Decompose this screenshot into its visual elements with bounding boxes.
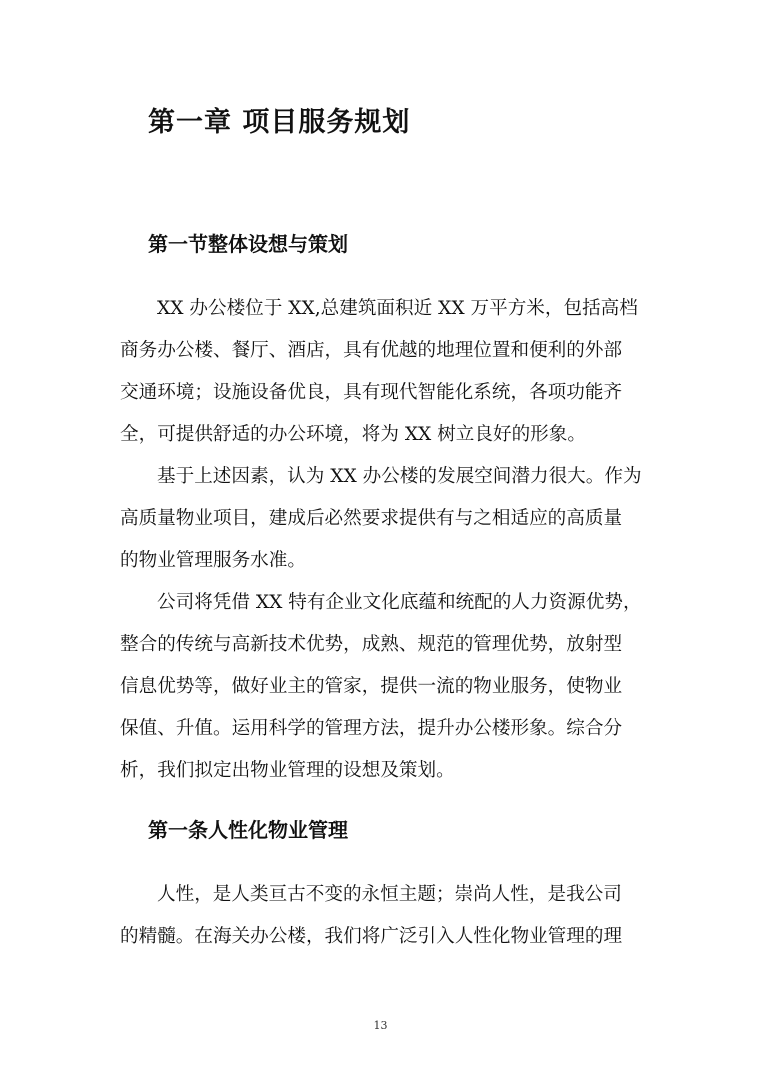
text-line: 全，可提供舒适的办公环境，将为 XX 树立良好的形象。 xyxy=(120,424,586,445)
text-line: 信息优势等，做好业主的管家，提供一流的物业服务，使物业 xyxy=(120,676,623,697)
paragraph-development-potential xyxy=(120,456,642,582)
text-line: 基于上述因素，认为 XX 办公楼的发展空间潜力很大。作为 xyxy=(157,466,642,487)
text-line: 高质量物业项目，建成后必然要求提供有与之相适应的高质量 xyxy=(120,508,623,529)
text-line: 的精髓。在海关办公楼，我们将广泛引入人性化物业管理的理 xyxy=(120,926,623,947)
page-number: 13 xyxy=(373,1019,388,1032)
paragraph-company-advantages xyxy=(120,582,642,792)
text-line: 商务办公楼、餐厅、酒店，具有优越的地理位置和便利的外部 xyxy=(120,340,623,361)
chapter-title: 第一章 项目服务规划 xyxy=(148,107,411,138)
text-line: 的物业管理服务水准。 xyxy=(120,550,306,571)
text-line: 析，我们拟定出物业管理的设想及策划。 xyxy=(120,760,455,781)
text-line: 交通环境；设施设备优良，具有现代智能化系统，各项功能齐 xyxy=(120,382,623,403)
section-title-overall-plan: 第一节整体设想与策划 xyxy=(148,232,348,256)
paragraph-project-overview xyxy=(120,288,642,456)
text-line: 人性，是人类亘古不变的永恒主题；崇尚人性，是我公司 xyxy=(157,884,622,905)
text-line: 整合的传统与高新技术优势，成熟、规范的管理优势，放射型 xyxy=(120,634,623,655)
section-title-humanized-management: 第一条人性化物业管理 xyxy=(148,818,348,842)
text-line: XX 办公楼位于 XX,总建筑面积近 XX 万平方米，包括高档 xyxy=(157,298,638,319)
paragraph-humanity xyxy=(120,874,642,958)
text-line: 公司将凭借 XX 特有企业文化底蕴和统配的人力资源优势， xyxy=(157,592,642,613)
text-line: 保值、升值。运用科学的管理方法，提升办公楼形象。综合分 xyxy=(120,718,623,739)
